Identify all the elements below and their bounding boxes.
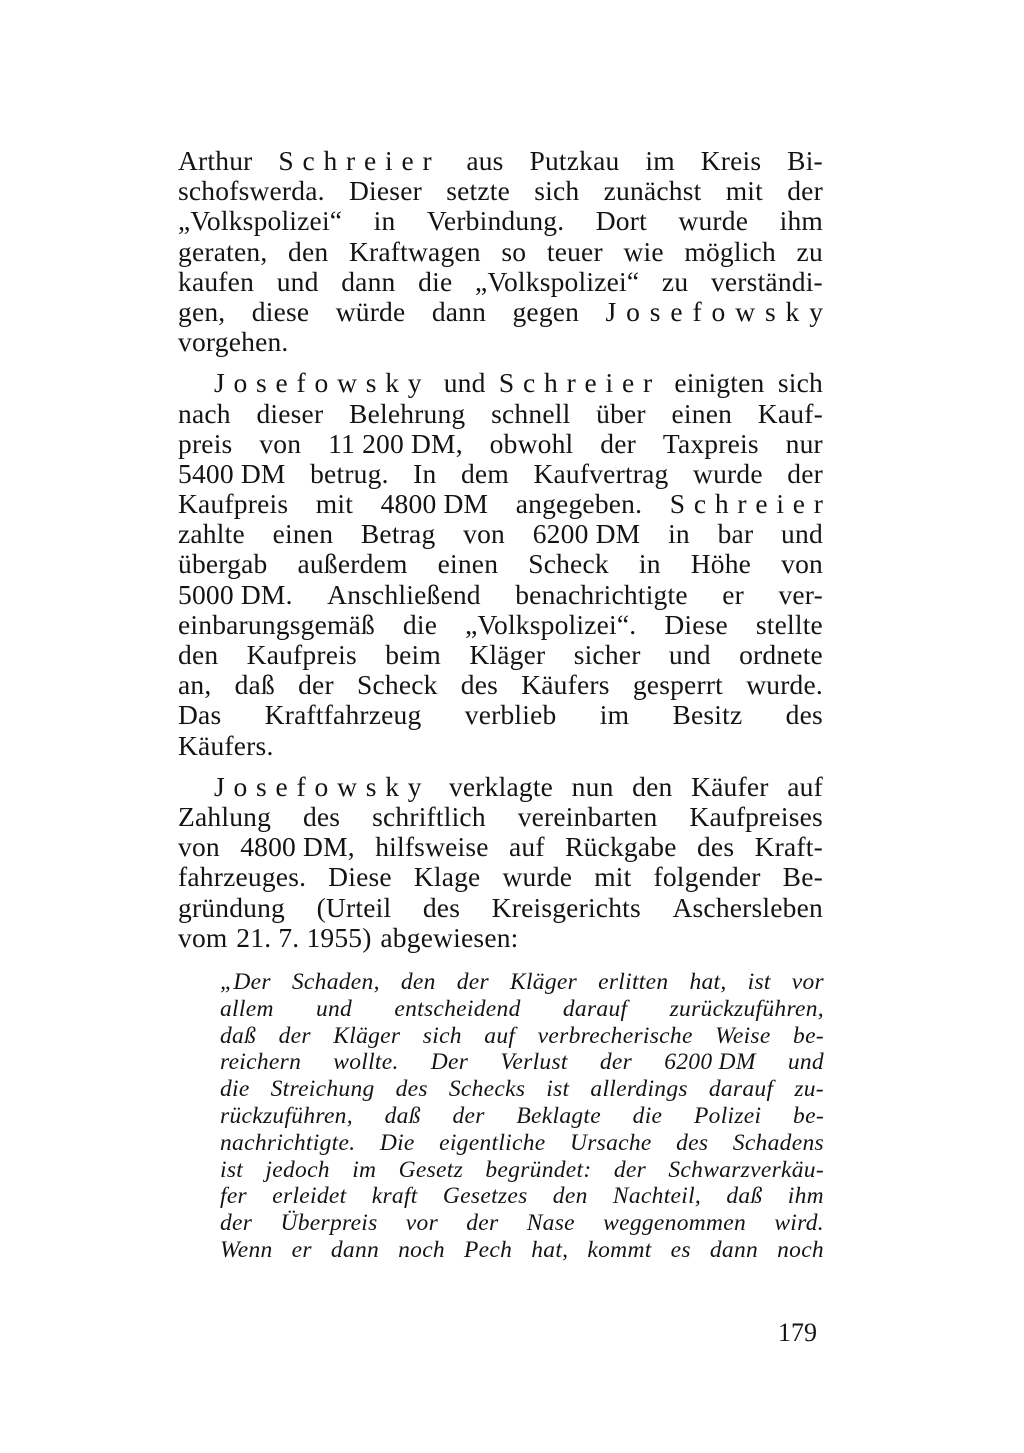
text-line: geraten, den Kraftwagen so teuer wie möglich zu — [178, 235, 823, 267]
text-line: vorgehen. — [178, 326, 289, 358]
text-line: kaufen und dann die „Volkspolizei“ zu verständi- — [178, 265, 823, 297]
quote-line: allem und entscheidend darauf zurückzuführen, — [220, 995, 824, 1022]
text-line: „Volkspolizei“ in Verbindung. Dort wurde ihm — [178, 205, 823, 237]
text-line: Josefowsky verklagte nun den Käufer auf — [214, 770, 823, 802]
text-line: gen, diese würde dann gegen Josefowsky — [178, 295, 833, 327]
quote-line: der Überpreis vor der Nase weggenommen wird. — [220, 1210, 824, 1237]
name-josefowsky: Josefowsky — [214, 367, 431, 399]
court-quote — [220, 969, 824, 1264]
text-line: übergab außerdem einen Scheck in Höhe von — [178, 548, 823, 580]
paragraph-1 — [178, 145, 833, 358]
text-line: schofswerda. Dieser setzte sich zunächst mit der — [178, 175, 823, 207]
page-number: 179 — [778, 1318, 817, 1347]
quote-line: nachrichtigte. Die eigentliche Ursache des Schadens — [220, 1129, 824, 1156]
text-line: Das Kraftfahrzeug verblieb im Besitz des — [178, 699, 823, 731]
name-schreier: Schreier — [498, 367, 661, 399]
text-line: zahlte einen Betrag von 6200 DM in bar und — [178, 518, 823, 550]
paragraph-2 — [178, 367, 832, 761]
quote-line: daß der Kläger sich auf verbrecherische Weise be- — [220, 1022, 824, 1049]
text-line: fahrzeuges. Diese Klage wurde mit folgender Be- — [178, 861, 823, 893]
text-line: Kaufpreis mit 4800 DM angegeben. Schreier — [178, 488, 832, 520]
text-line: an, daß der Scheck des Käufers gesperrt wurde. — [178, 669, 823, 701]
text-line: Arthur Schreier aus Putzkau im Kreis Bi- — [178, 145, 823, 176]
quote-line: ist jedoch im Gesetz begründet: der Schwarzverkäu- — [220, 1156, 824, 1183]
text-line: gründung (Urteil des Kreisgerichts Aschersleben — [178, 891, 823, 923]
text-line: von 4800 DM, hilfsweise auf Rückgabe des Kraft- — [178, 831, 823, 863]
quote-line: Wenn er dann noch Pech hat, kommt es dann noch — [220, 1236, 824, 1263]
text-line: preis von 11 200 DM, obwohl der Taxpreis nur — [178, 427, 823, 459]
quote-line: rückzuführen, daß der Beklagte die Polizei be- — [220, 1102, 824, 1129]
text-line: nach dieser Belehrung schnell über einen Kauf- — [178, 397, 823, 429]
name-schreier: Schreier — [278, 145, 441, 176]
text-line: 5400 DM betrug. In dem Kaufvertrag wurde der — [178, 457, 823, 489]
name-josefowsky: Josefowsky — [214, 770, 431, 802]
name-schreier: Schreier — [669, 488, 832, 520]
text-line: Josefowsky und Schreier einigten sich — [214, 367, 823, 399]
quote-line: reichern wollte. Der Verlust der 6200 DM und — [220, 1049, 824, 1076]
paragraph-3 — [178, 772, 823, 953]
text-line: vom 21. 7. 1955) abgewiesen: — [178, 921, 519, 953]
text-line: Käufers. — [178, 729, 274, 761]
name-josefowsky: Josefowsky — [605, 295, 833, 327]
text-line: den Kaufpreis beim Kläger sicher und ordnete — [178, 639, 823, 670]
body-text — [178, 145, 833, 964]
text-line: einbarungsgemäß die „Volkspolizei“. Diese stellte — [178, 608, 823, 640]
quote-line: „Der Schaden, den der Kläger erlitten hat, ist vor — [220, 969, 824, 995]
text-line: 5000 DM. Anschließend benachrichtigte er ver- — [178, 578, 823, 610]
quote-line: die Streichung des Schecks ist allerdings darauf zu- — [220, 1076, 824, 1103]
text-line: Zahlung des schriftlich vereinbarten Kaufpreises — [178, 800, 823, 832]
quote-line: fer erleidet kraft Gesetzes den Nachteil, daß ihm — [220, 1183, 824, 1210]
